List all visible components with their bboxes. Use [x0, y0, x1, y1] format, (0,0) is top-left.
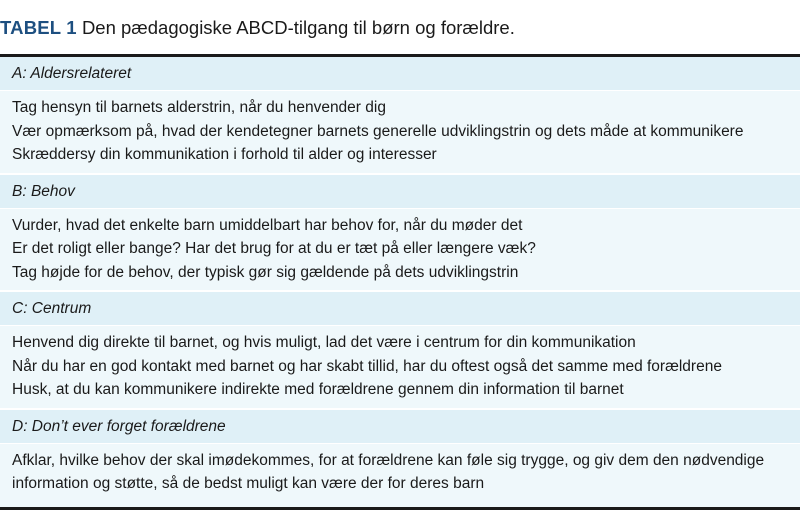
section-body-c — [0, 326, 800, 410]
abcd-table — [0, 54, 800, 510]
table-number-label: TABEL 1 — [0, 17, 77, 38]
table-row: Skræddersy din kommunikation i forhold til alder og interesser — [12, 146, 437, 163]
section-body-b — [0, 209, 800, 293]
table-row: Når du har en god kontakt med barnet og har skabt tillid, har du oftest også det samme med forældrene — [12, 357, 722, 375]
table-row: Tag højde for de behov, der typisk gør sig gældende på dets udviklingstrin — [12, 263, 519, 281]
table-row: Vær opmærksom på, hvad der kendetegner barnets generelle udviklingstrin og dets måde at kommunikere — [12, 122, 744, 140]
table-row: Afklar, hvilke behov der skal imødekommes, for at forældrene kan føle sig trygge, og giv dem den nødvendige information og støtte, så de bedst muligt kan være der for deres barn — [12, 451, 765, 492]
table-caption — [0, 16, 515, 40]
table-row: Er det roligt eller bange? Har det brug for at du er tæt på eller længere væk? — [12, 240, 536, 257]
table-row: Henvend dig direkte til barnet, og hvis muligt, lad det være i centrum for din kommunikation — [12, 334, 636, 351]
table-row: Husk, at du kan kommunikere indirekte med forældrene gennem din information til barnet — [12, 381, 624, 398]
section-body-d — [0, 444, 800, 507]
section-heading-d: D: Don’t ever forget forældrene — [0, 410, 800, 444]
table-row: Vurder, hvad det enkelte barn umiddelbart har behov for, når du møder det — [12, 216, 523, 234]
section-body-a — [0, 91, 800, 175]
section-heading-c: C: Centrum — [0, 292, 800, 326]
table-row: Tag hensyn til barnets alderstrin, når du henvender dig — [12, 99, 386, 116]
section-heading-b: B: Behov — [0, 175, 800, 209]
section-heading-a: A: Aldersrelateret — [0, 57, 800, 91]
table-title: Den pædagogiske ABCD-tilgang til børn og forældre. — [81, 17, 515, 38]
